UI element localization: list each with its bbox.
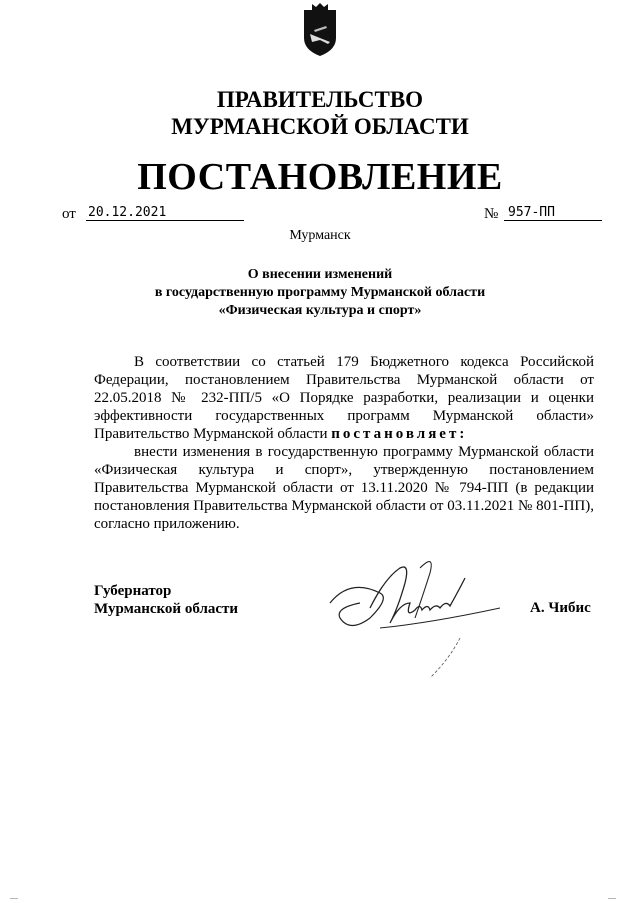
- handwritten-signature: [310, 548, 510, 688]
- preamble-text: В соответствии со статьей 179 Бюджетного кодекса Российской Федерации, постановлением Правительства Мурманской области от 22.05.2018 № 232-ПП/5 «О Порядке разработки, реализации и оценки эффективности государственных программ Мурманской области» Правительство Мурманской области: [94, 354, 594, 442]
- signatory-title-line-1: Губернатор: [94, 583, 172, 599]
- decree-verb: постановляет:: [331, 426, 468, 442]
- coat-of-arms-icon: [300, 2, 340, 57]
- decree-subject: [0, 266, 640, 320]
- city-name: Мурманск: [289, 228, 351, 243]
- subject-line-3: «Физическая культура и спорт»: [218, 303, 422, 318]
- gov-line-2: МУРМАНСКОЙ ОБЛАСТИ: [171, 114, 469, 139]
- decree-title: ПОСТАНОВЛЕНИЕ: [137, 156, 503, 198]
- preamble-paragraph: [94, 353, 594, 443]
- decree-date: 20.12.2021: [86, 205, 244, 221]
- number-sign: №: [484, 206, 499, 222]
- decree-number: 957-ПП: [504, 205, 602, 221]
- subject-line-2: в государственную программу Мурманской области: [154, 285, 486, 300]
- subject-line-1: О внесении изменений: [247, 267, 393, 282]
- signatory-name: А. Чибис: [530, 600, 591, 616]
- signatory-title-line-2: Мурманской области: [94, 601, 239, 617]
- footer-left-mark: —: [10, 893, 18, 902]
- date-prefix: от: [62, 206, 76, 222]
- government-name: [0, 86, 640, 140]
- resolution-paragraph: внести изменения в государственную программу Мурманской области «Физическая культура и спорт», утвержденную постановлением Правительства Мурманской области от 13.11.2020 № 794-ПП (в редакции постановления Правительства Мурманской области от 03.11.2021 № 801-ПП), согласно приложению.: [94, 444, 594, 532]
- date-number-row: [62, 206, 598, 226]
- footer-right-mark: —: [608, 893, 616, 902]
- signatory-title: [94, 582, 238, 618]
- gov-line-1: ПРАВИТЕЛЬСТВО: [216, 87, 424, 112]
